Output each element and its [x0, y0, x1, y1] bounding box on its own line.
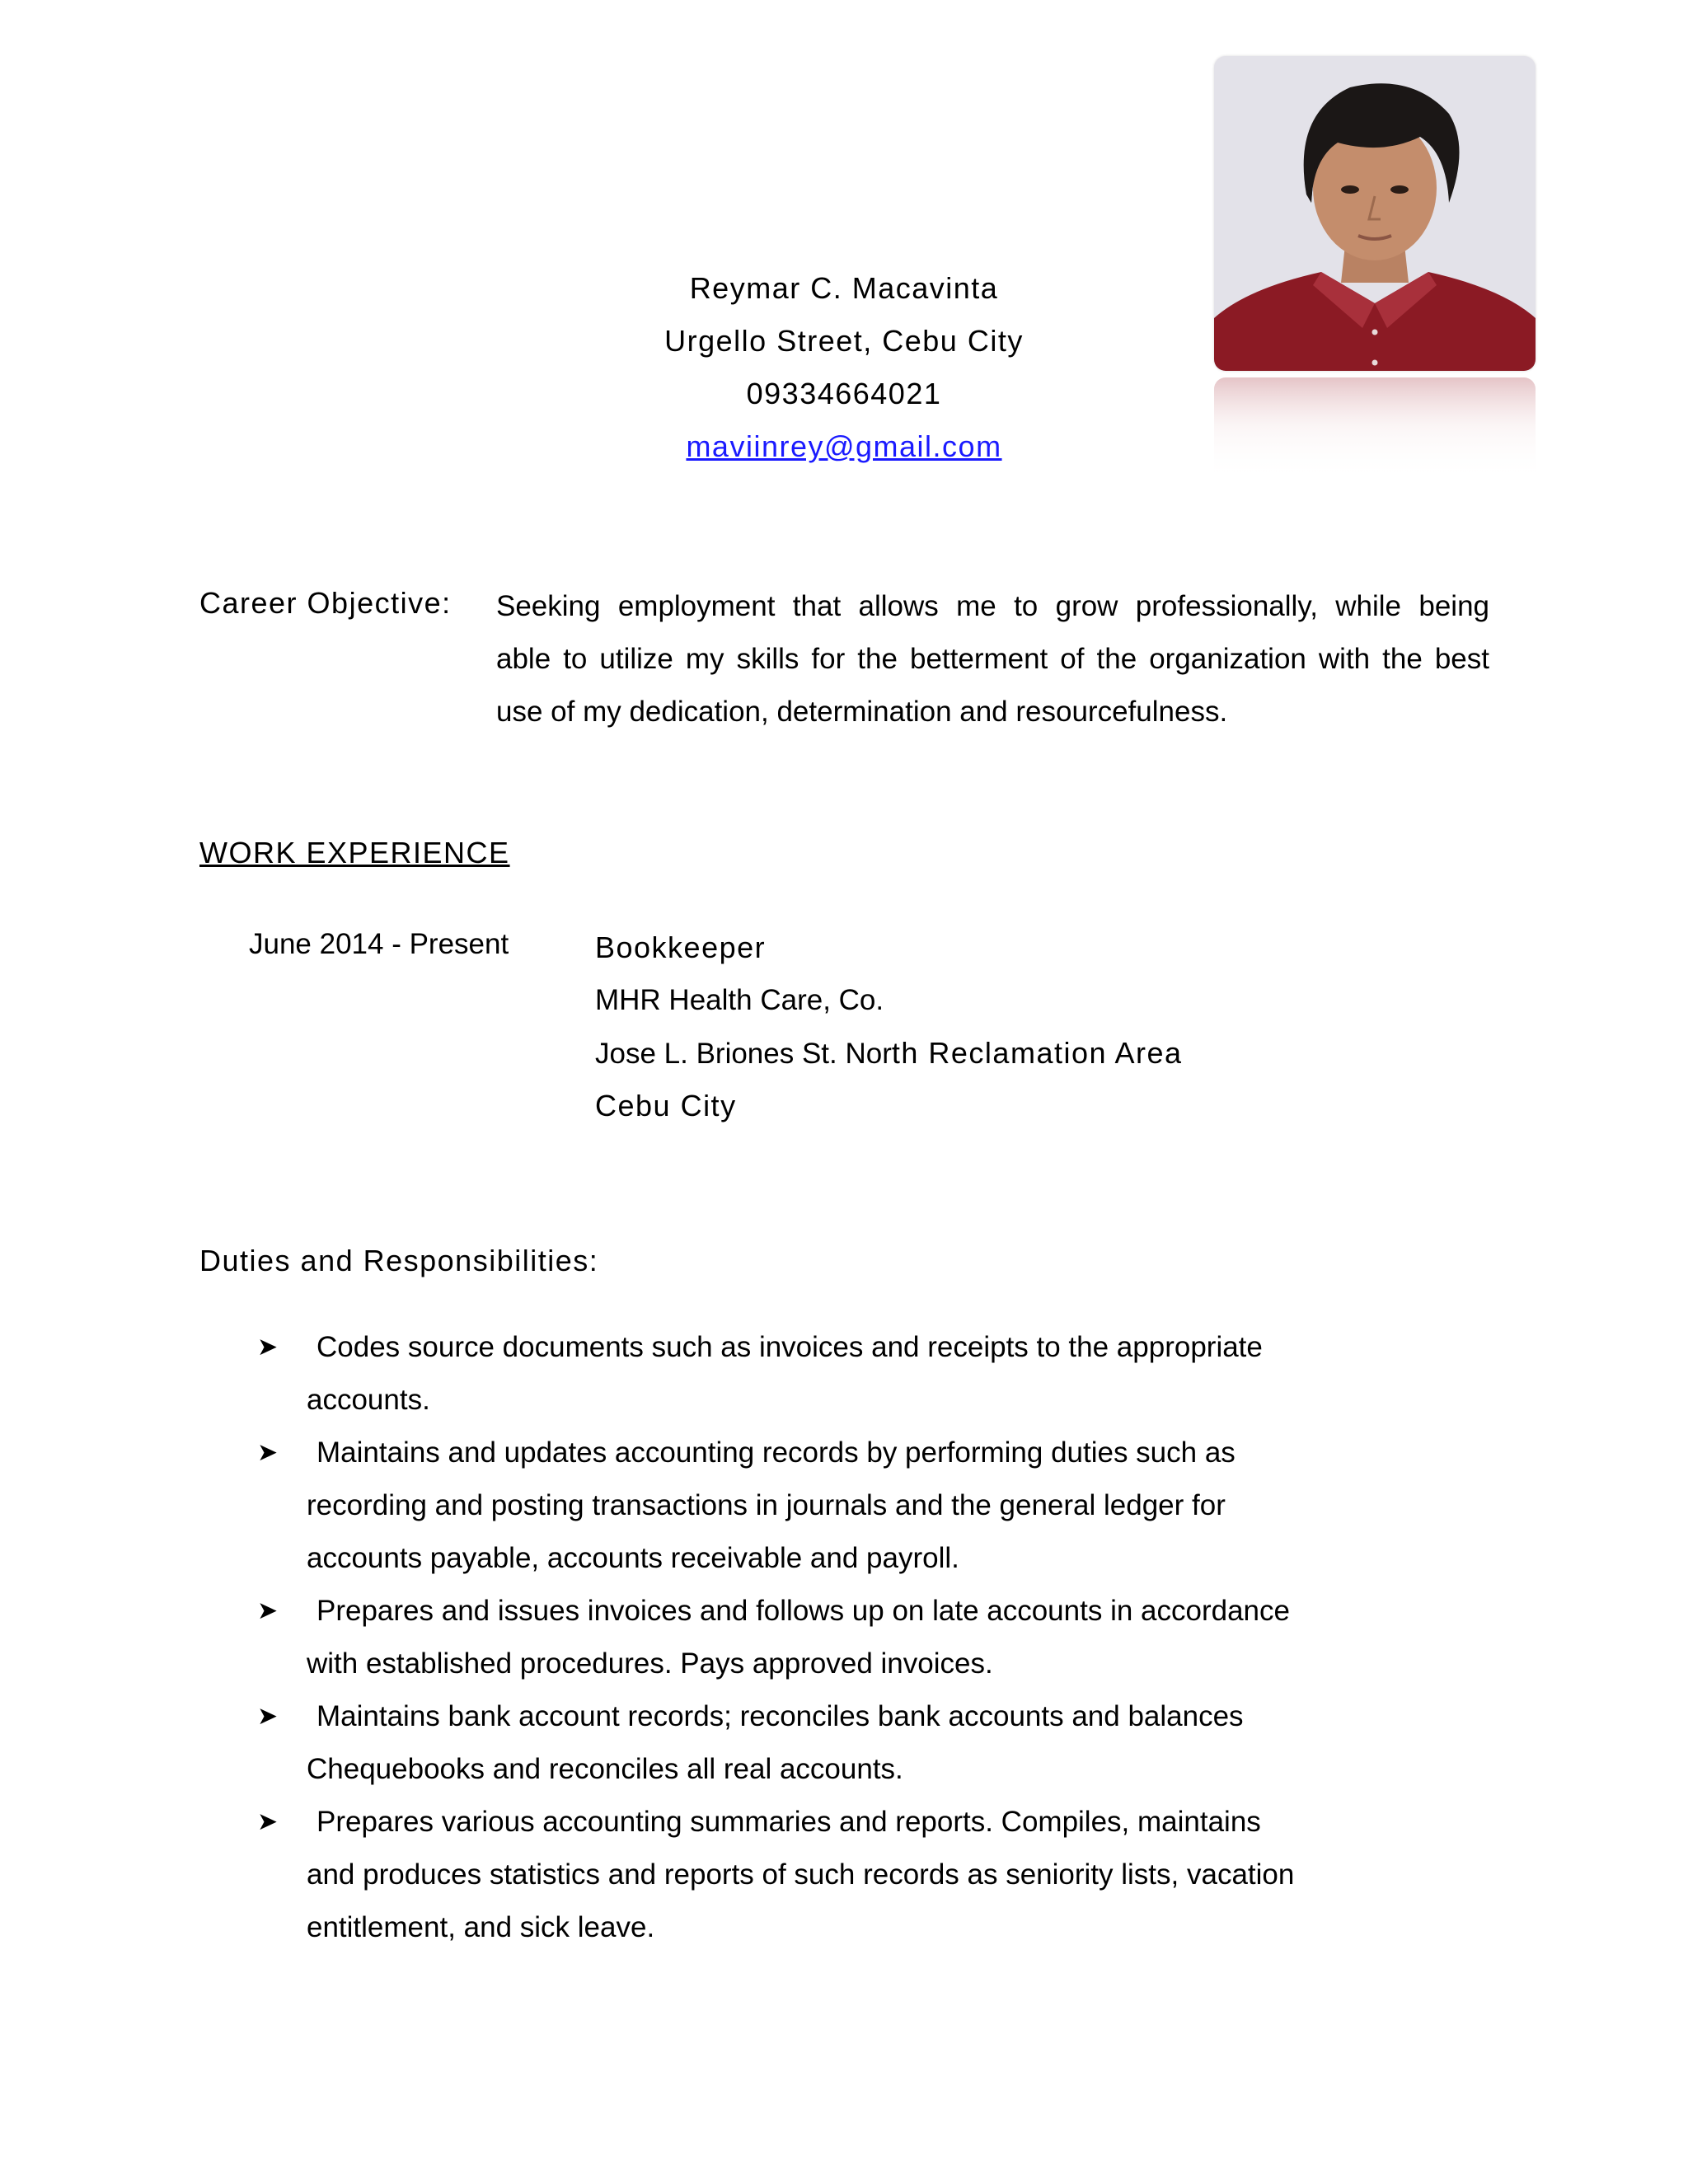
duty-line: Maintains and updates accounting records by performing duties such as	[316, 1436, 1236, 1469]
job-address-part1: Jose L. Briones St. Nor	[595, 1038, 892, 1070]
job-dates: June 2014 - Present	[249, 928, 509, 960]
arrowhead-bullet-icon: ➤	[257, 1808, 279, 1835]
duties-heading-colon: :	[588, 1244, 599, 1277]
duty-line: Maintains bank account records; reconciles bank accounts and balances	[316, 1700, 1244, 1732]
duty-line: with established procedures. Pays approved invoices.	[307, 1647, 993, 1680]
duty-line: Prepares various accounting summaries and reports. Compiles, maintains	[316, 1806, 1261, 1838]
duty-line: recording and posting transactions in journals and the general ledger for	[307, 1489, 1226, 1521]
arrowhead-bullet-icon: ➤	[257, 1703, 279, 1730]
job-title: Bookkeeper	[595, 930, 767, 964]
duty-item	[257, 1796, 1378, 1954]
job-address	[595, 1027, 1183, 1080]
duty-line: Chequebooks and reconciles all real accounts.	[307, 1753, 903, 1785]
arrowhead-bullet-icon: ➤	[257, 1333, 279, 1361]
arrowhead-bullet-icon: ➤	[257, 1597, 279, 1624]
job-address-part2: th Reclamation Area	[891, 1036, 1183, 1070]
job-entry	[595, 921, 1183, 1132]
duty-line: entitlement, and sick leave.	[307, 1911, 655, 1943]
candidate-name: Reymar C. Macavinta	[689, 271, 999, 305]
duty-item	[257, 1585, 1378, 1690]
duties-list	[257, 1321, 1378, 1954]
duty-item	[257, 1427, 1378, 1585]
work-experience-heading: WORK EXPERIENCE	[199, 836, 510, 869]
duty-line: and produces statistics and reports of such records as seniority lists, vacation	[307, 1858, 1295, 1891]
profile-photo-reflection	[1214, 377, 1536, 476]
career-objective-line: use of my dedication, determination and resourcefulness.	[496, 696, 1228, 728]
duty-line: accounts payable, accounts receivable and payroll.	[307, 1542, 959, 1574]
duties-heading	[199, 1238, 598, 1284]
candidate-email-link[interactable]: maviinrey@gmail.com	[686, 429, 1002, 463]
duty-line: accounts.	[307, 1384, 430, 1416]
contact-header	[528, 262, 1160, 473]
profile-photo	[1214, 56, 1536, 371]
job-city: Cebu City	[595, 1089, 737, 1122]
career-objective-line: Seeking employment that allows me to grow professionally, while being	[496, 590, 1489, 622]
arrowhead-bullet-icon: ➤	[257, 1439, 279, 1466]
candidate-address: Urgello Street, Cebu City	[664, 324, 1024, 358]
job-company: MHR Health Care, Co.	[595, 984, 884, 1016]
profile-photo-illustration	[1214, 56, 1536, 371]
career-objective-line: able to utilize my skills for the betterment of the organization with the best	[496, 643, 1489, 675]
career-objective-label: Career Objective:	[199, 586, 452, 620]
duty-item	[257, 1690, 1378, 1796]
candidate-phone: 09334664021	[746, 377, 942, 410]
career-objective-text	[496, 580, 1489, 738]
duty-line: Codes source documents such as invoices and receipts to the appropriate	[316, 1331, 1263, 1363]
duty-line: Prepares and issues invoices and follows up on late accounts in accordance	[316, 1595, 1290, 1627]
duty-item	[257, 1321, 1378, 1427]
duties-heading-text: Duties and Responsibilities	[199, 1244, 589, 1277]
